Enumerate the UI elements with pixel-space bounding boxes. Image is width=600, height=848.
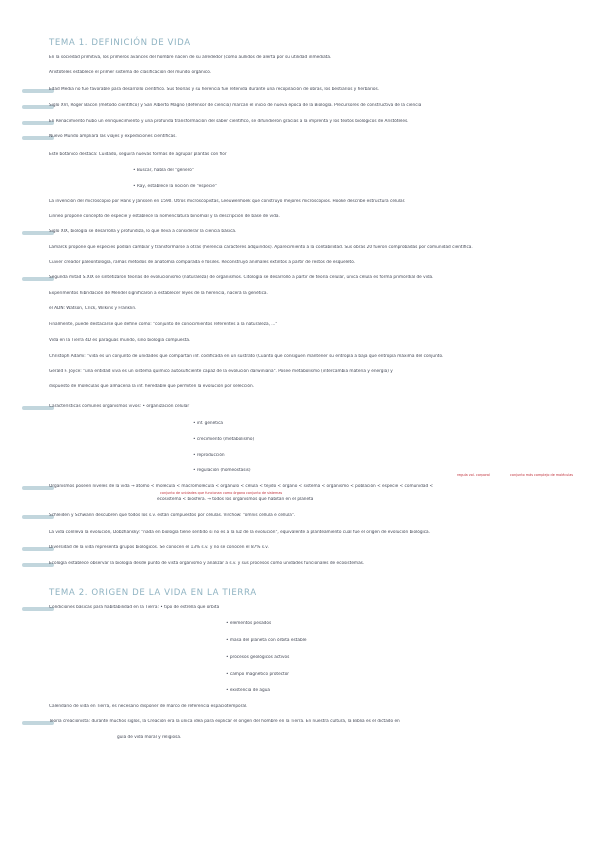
note-line: • reproducción	[193, 453, 225, 458]
note-line: • Buscar, habla del "género"	[133, 168, 194, 173]
note-line: Ecología establece observar la biología desde punto de vista organismo y analizar a s.v. y sus procesos como unidades funcionales de ecosistemas.	[49, 561, 365, 566]
note-line: En Renacimiento hubo un enriquecimiento y una profunda transformación del saber científico, se difundieron gracias a la imprenta y los textos biológicos de Aristóteles.	[49, 119, 409, 124]
note-line: • elementos pesados	[226, 621, 272, 626]
red-annotation: conjunto de unidades que funcionan como órgano	[160, 491, 246, 495]
note-line: Experimentos hibridación de Mendel significaron a establecer leyes de la herencia, nacerá la genética.	[49, 291, 268, 296]
note-line: el ADN: Watson, Crick, Wilkins y Franklin.	[49, 306, 137, 311]
note-line: Christoph Adami: "vida es un conjunto de unidades que compartan inf. codificada en un sustrato (Cuanto que consiguen mantener su entropía a baja que entropía máxima del conjunto.	[49, 354, 444, 359]
note-line: Segunda mitad S.XIX se sintetizaron teorías de evolucionismo (naturaleza) de organismos. Citología se desarrolló a partir de teoría celular, única célula es forma primordial de vida.	[49, 275, 434, 280]
note-line: Nuevo Mundo ampliará las viajes y expediciones científicas.	[49, 134, 177, 139]
note-line: • campo magnético protector	[226, 672, 290, 677]
note-line: Condiciones básicas para habitabilidad en la Tierra: • tipo de estrella que orbita	[49, 605, 220, 610]
note-line: Organismos poseen niveles de la vida → átomo < molécula < macromolécula < orgánulo < célula < tejido < órgano < sistema < organismo < población < especie < comunidad <	[49, 484, 434, 489]
note-line: Teoría creacionista: durante muchos siglos, la Creación era la única idea para explicar el origen del hombre en la Tierra. En nuestra cultura, la Biblia es el dictado en	[49, 719, 400, 724]
note-line: • Ray, establece la noción de "especie"	[133, 184, 217, 189]
note-line: Edad Media no fue favorable para desarrollo científico. Sus teorías y su herencia fue retenida durante una recopilación de obras, los bestiarios y herbarios.	[49, 87, 380, 92]
note-line: Siglo XVI, Roger Bacon (método científico) y San Alberto Magno (defensor de ciencia) marcan el inicio de nueva época de la Biología. Precursores de constructiva de la ciencia	[49, 103, 422, 108]
red-annotation: conjunto de sistemas	[246, 491, 283, 495]
note-line: Finalmente, puede destacarse que define como: "conjunto de conocimientos referentes a la naturaleza, ..."	[49, 322, 278, 327]
note-line: ecosistema < biosfera. → todos los organismos que habitan en el planeta	[157, 497, 314, 502]
note-line: Vida en la Tierra 4D es paraguas mundo, sino biología compuesta.	[49, 338, 191, 343]
note-line: dispuesto de moléculas que almacena la inf. heredable que permiten la evolución por selección.	[49, 384, 255, 389]
note-line: Este botánico destaca: Cuidado, seguirá nuevas formas de agrupar plantas con flor	[49, 152, 227, 157]
note-line: Diversidad de la vida representa grupos biológicos. Se conocen el 13% s.v. y no se conocen el 87% s.v.	[49, 545, 269, 550]
note-line: • procesos geológicos activos	[226, 655, 290, 660]
note-line: Cuvier creador paleontología, ramas métodos de anatomía comparada e fósiles. Reconstruyó animales extintos a partir de restos de esqueleto.	[49, 260, 356, 265]
note-line: La vida conlleva la evolución, Dobzhansky: "nada en biología tiene sentido si no es a la luz de la evolución", equivalente a planteamiento cual fue el origen de evolución biológica.	[49, 530, 431, 535]
note-line: • existencia de agua	[226, 688, 271, 693]
red-annotation: regula vol. corporal	[457, 473, 490, 477]
note-line: • crecimiento (metabolismo)	[193, 437, 255, 442]
note-line: Aristóteles establece el primer sistema de clasificación del mundo orgánico.	[49, 70, 212, 75]
note-line: Schleiden y Schwann descubren que todos los s.v. están compuestos por células. Virchow: "omnis cellula e cellula".	[49, 513, 296, 518]
note-line: Calendario de vida en Tierra, es necesario disponer de marco de referencia espaciotemporal.	[49, 704, 248, 709]
note-line: Lamarck propone que especies podían cambiar y transformarse a otras (herencia caracteres adquiridos). Aparecimiento a la contabilidad. Sus obras 20 fueron comprobadas por comunidad científica.	[49, 245, 473, 250]
note-line: Siglo XIX, biología se desarrolla y profundiza, lo que lleva a considerar la ciencia básica.	[49, 229, 237, 234]
note-line: En la sociedad primitiva, los primeros avances del hombre nacen de su alrededor (como aullidos de alerta por su utilidad inmediata.	[49, 55, 332, 60]
note-line: • inf. genética	[193, 421, 224, 426]
red-annotation: conjunto más complejo de moléculas	[510, 473, 574, 477]
note-line: Linneo propone concepto de especie y establece la nomenclatura binomial y la descripción de base de vida.	[49, 214, 280, 219]
note-line: • regulación (homeostasis)	[193, 468, 251, 473]
note-line: • masa del planeta con órbita estable	[226, 638, 307, 643]
note-line: Gerald F. Joyce: "una entidad viva es un sistema químico autosuficiente capaz de la evolución darwiniana". Posee metabolismo (intercambia materia y energía) y	[49, 369, 393, 374]
note-line: La invención del microscopio por Hans y Janssen en 1590. Otros microscopistas, Leeuwenhoek que construyó mejores microscopios. Hooke describe estructura celular.	[49, 199, 406, 204]
note-line: guía de vida moral y religiosa.	[117, 735, 182, 740]
tema2-title: TEMA 2. ORIGEN DE LA VIDA EN LA TIERRA	[49, 588, 257, 598]
tema1-title: TEMA 1. DEFINICIÓN DE VIDA	[49, 38, 191, 48]
note-line: Características comunes organismos vivos: • organización celular	[49, 404, 190, 409]
